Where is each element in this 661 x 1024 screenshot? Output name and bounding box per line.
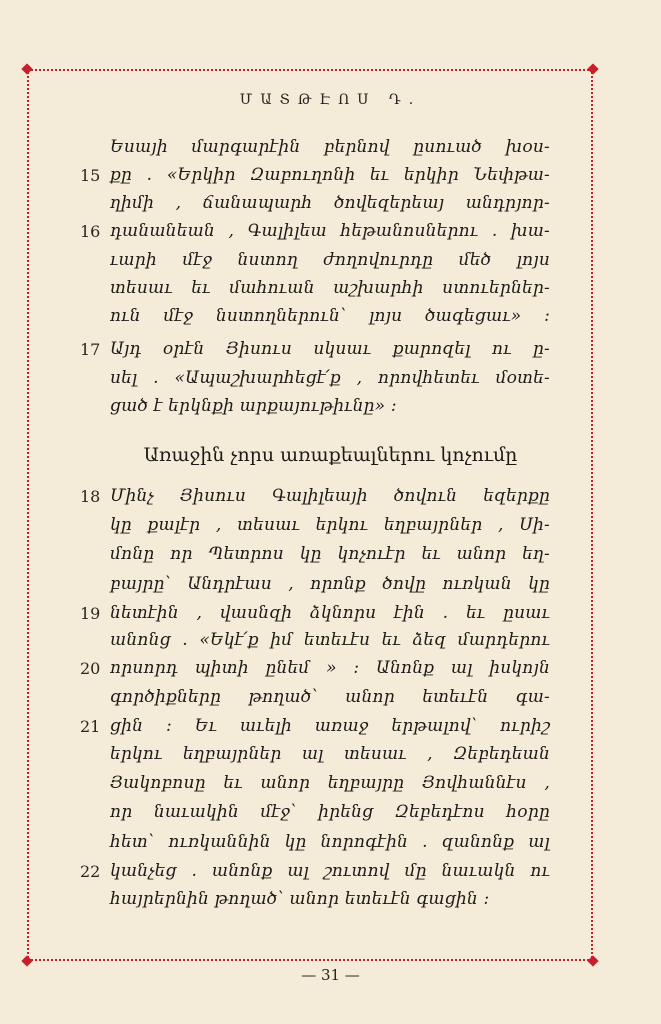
verse-number: 21 bbox=[80, 717, 101, 736]
text-line: Այդ օրէն Յիսուս սկսաւ քարոզել ու ը- bbox=[110, 339, 550, 359]
text-line: կանչեց . անոնք ալ շուտով մը նաւակն ու bbox=[110, 861, 550, 881]
verse-number: 16 bbox=[80, 222, 101, 241]
text-line: ղիմի , ճանապարհ ծովեզերեայ անդրյոր- bbox=[110, 193, 550, 213]
text-line: քը . «Երկիր Զաբուղոնի եւ երկիր Նեփթա- bbox=[110, 165, 550, 185]
verse-number: 18 bbox=[80, 487, 101, 506]
page-number: — 31 — bbox=[301, 966, 360, 984]
text-line: հայրերնին թողած՝ անոր ետեւէն գացին : bbox=[110, 889, 490, 909]
text-line: կը քալէր , տեսաւ երկու եղբայրներ , Սի- bbox=[110, 515, 550, 535]
text-line: գործիքները թողած՝ անոր ետեւէն գա- bbox=[110, 687, 550, 707]
text-line: հետ՝ ուռկաննին կը նորոգէին . զանոնք ալ bbox=[110, 832, 550, 852]
text-line: Յակոբոսը եւ անոր եղբայրը Յովհաննէս , bbox=[110, 773, 550, 793]
text-line: տեսաւ եւ մահուան աշխարհի ստուերներ- bbox=[110, 278, 550, 298]
verse-number: 15 bbox=[80, 166, 101, 185]
text-line: երկու եղբայրներ ալ տեսաւ , Զեբեդեան bbox=[110, 744, 550, 764]
text-line: դանանեան , Գալիլեա հեթանոսներու . խա- bbox=[110, 221, 550, 241]
text-line: ցած է երկնքի արքայութիւնը» : bbox=[110, 396, 397, 416]
text-line: բայրը՝ Անդրէաս , որոնք ծովը ուռկան կը bbox=[110, 574, 550, 594]
text-line: որսորդ պիտի ընեմ » : Անոնք ալ իսկոյն bbox=[110, 658, 550, 678]
verse-number: 22 bbox=[80, 862, 101, 881]
text-line: որ նաւակին մէջ՝ իրենց Զեբեդէոս հօրը bbox=[110, 802, 550, 822]
text-line: մոնը որ Պետրոս կը կոչուէր եւ անոր եղ- bbox=[110, 544, 550, 564]
text-line: սել . «Ապաշխարհեցէ՛ք , որովհետեւ մօտե- bbox=[110, 368, 550, 388]
verse-number: 19 bbox=[80, 604, 101, 623]
text-line: ուն մէջ նստողներուն՝ լոյս ծագեցաւ» : bbox=[110, 306, 550, 326]
verse-number: 17 bbox=[80, 340, 101, 359]
text-line: ւարի մէջ նստող ժողովուրդը մեծ լոյս bbox=[110, 250, 550, 270]
verse-number: 20 bbox=[80, 659, 101, 678]
text-line: նետէին , վասնզի ձկնորս էին . եւ ըսաւ bbox=[110, 603, 550, 623]
running-header: ՄԱՏԹԷՈՍ Դ. bbox=[239, 92, 422, 108]
text-line: ցին : Եւ աւելի առաջ երթալով՝ ուրիշ bbox=[110, 716, 550, 736]
section-heading: Առաջին չորս առաքեալներու կոչումը bbox=[143, 444, 518, 466]
text-line: անոնց . «Եկէ՛ք իմ ետեւէս եւ ձեզ մարդերու bbox=[110, 630, 550, 650]
text-line: Եսայի մարգարէին բերնով ըսուած խօս- bbox=[110, 137, 550, 157]
text-line: Մինչ Յիսուս Գալիլեայի ծովուն եզերքը bbox=[110, 486, 550, 506]
